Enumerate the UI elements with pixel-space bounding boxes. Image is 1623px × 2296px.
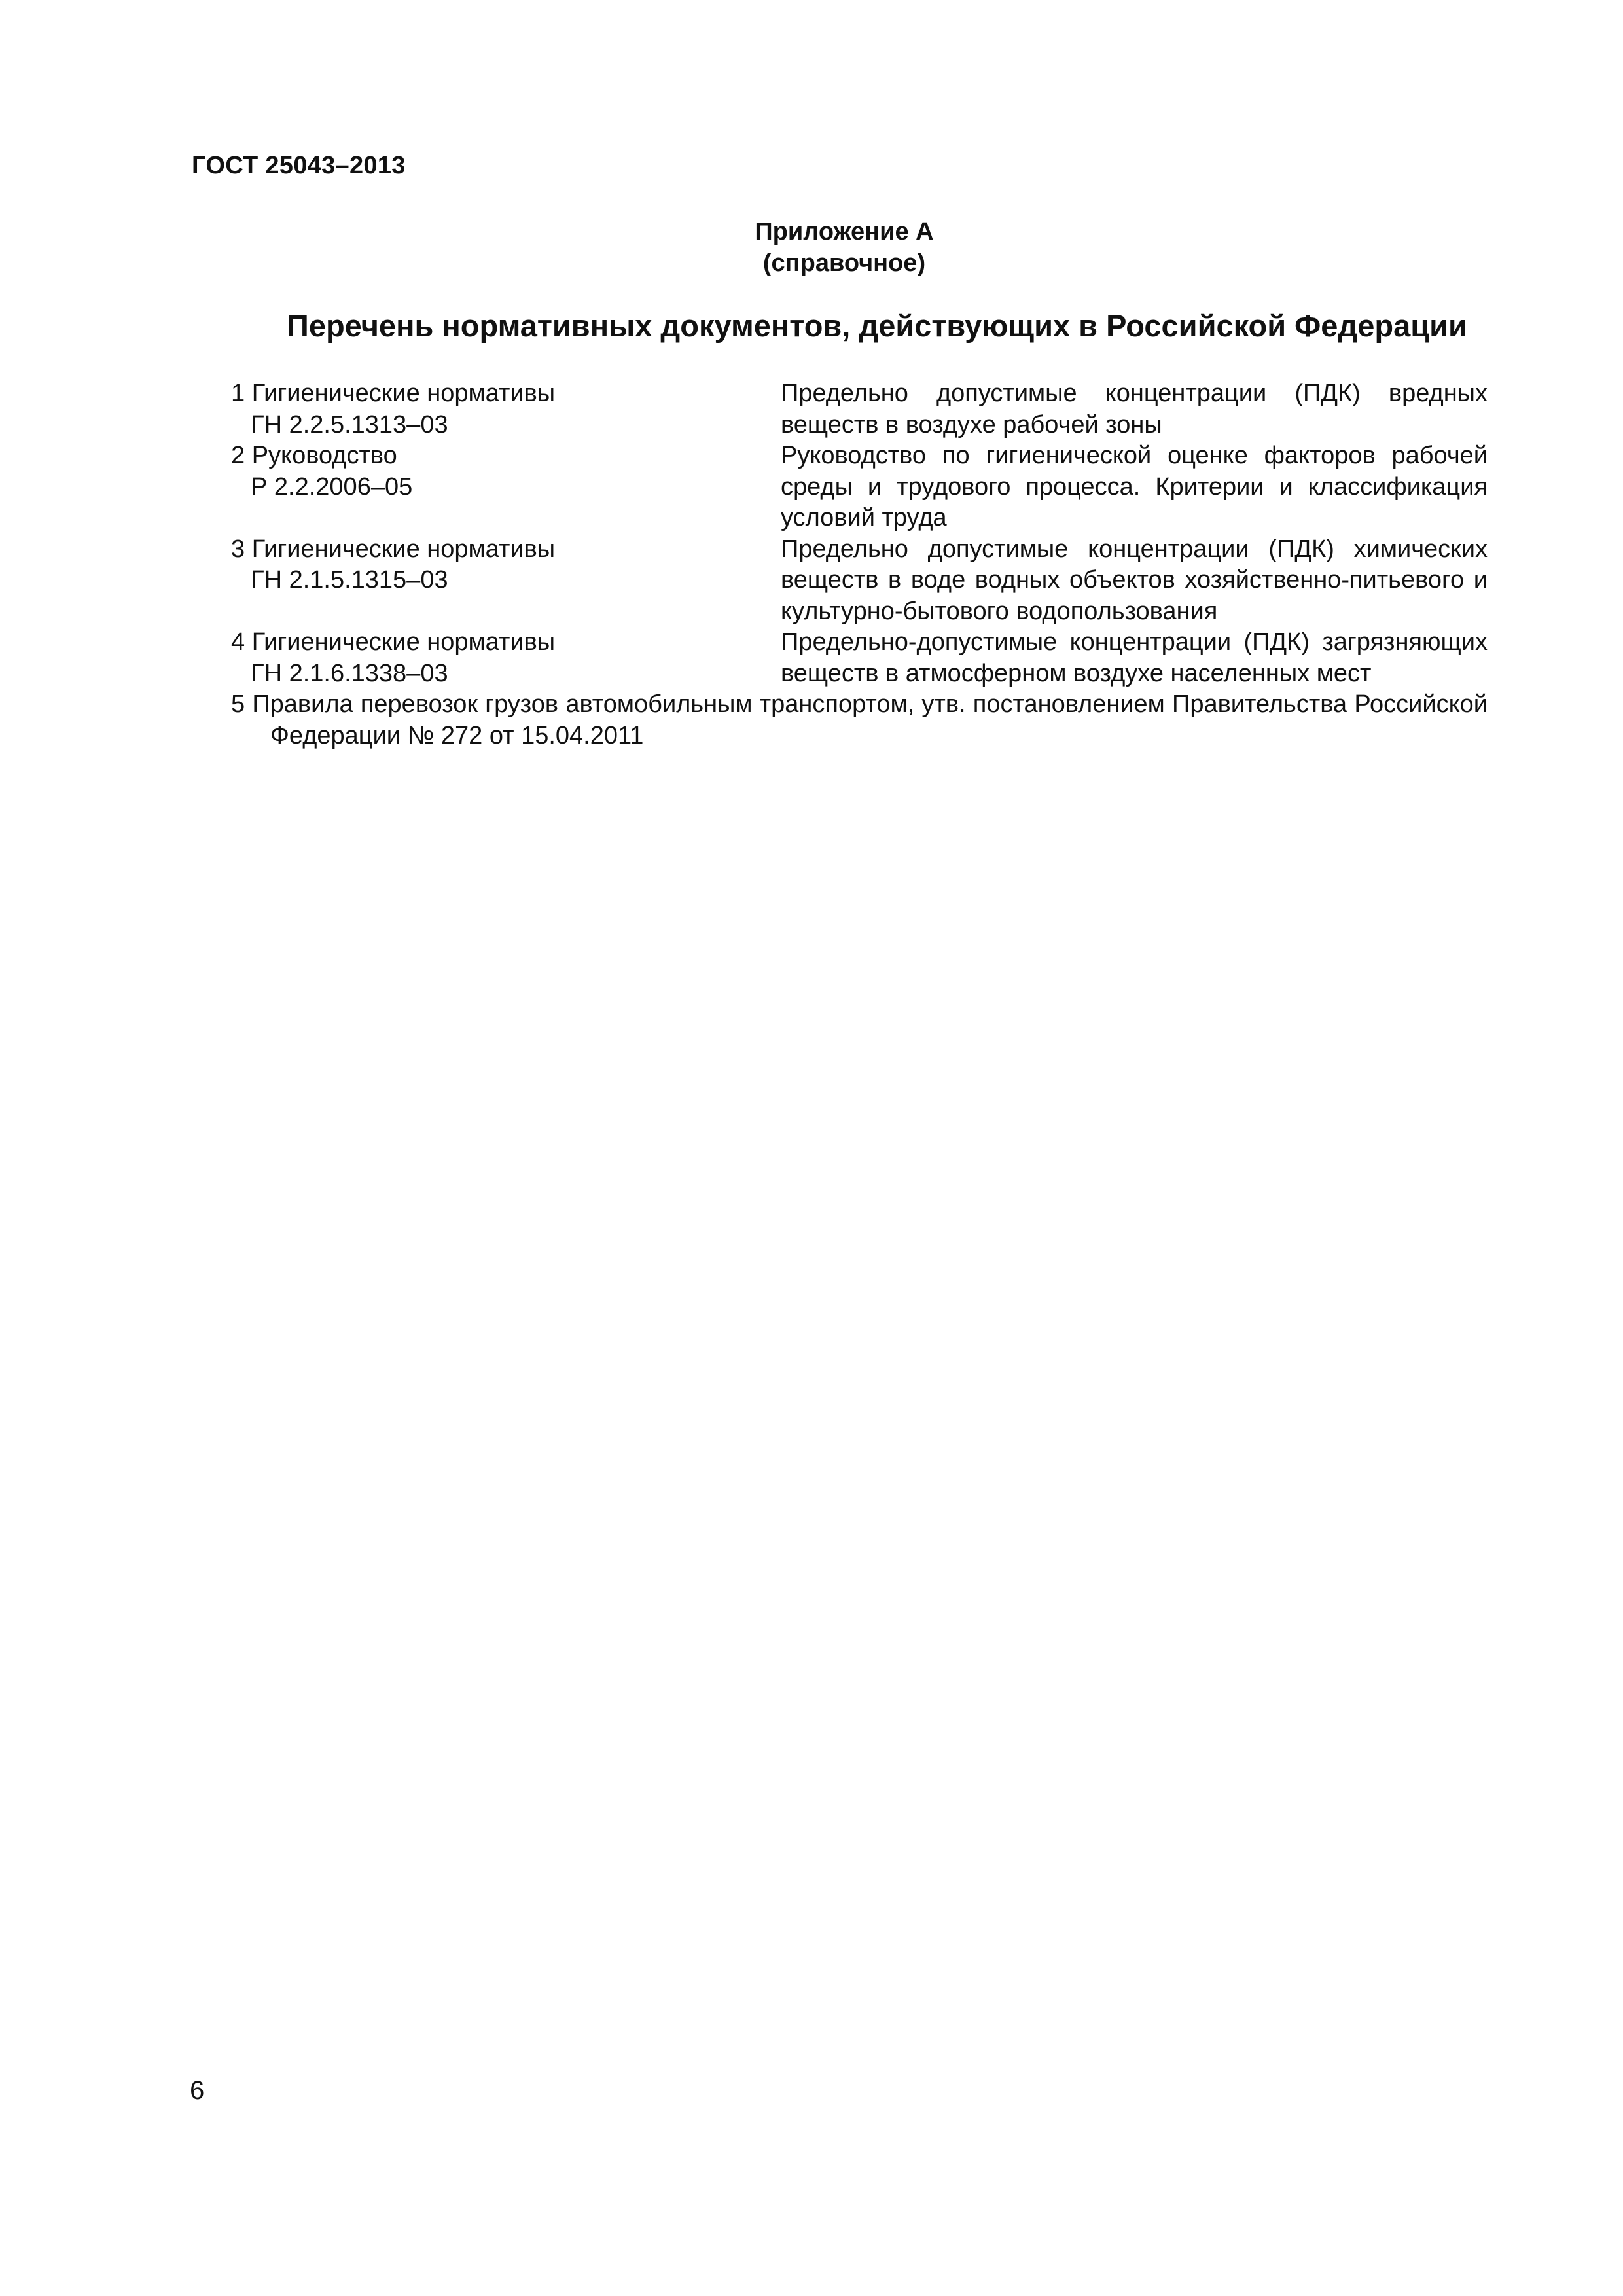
- document-type: 2 Руководство: [231, 442, 397, 469]
- normative-documents-list: [231, 378, 1488, 751]
- document-code: ГН 2.2.5.1313–03: [251, 410, 448, 439]
- document-description: Предельно допустимые концентрации (ПДК) вредных веществ в воздухе рабочей зоны: [781, 380, 1488, 439]
- document-description: Предельно допустимые концентрации (ПДК) химических веществ в воде водных объектов хозяйственно-питьевого и культурно-бытового водопользования: [781, 535, 1488, 625]
- appendix-kind: (справочное): [762, 249, 926, 277]
- document-code: Р 2.2.2006–05: [251, 473, 413, 501]
- document-type: 4 Гигиенические нормативы: [231, 628, 556, 656]
- list-item-transport-rules: 5 Правила перевозок грузов автомобильным транспортом, утв. постановлением Правительства Российской Федерации № 272 от 15.04.2011: [231, 691, 1488, 749]
- appendix-title: Приложение А: [755, 218, 934, 245]
- appendix-heading: [654, 216, 1034, 279]
- list-item: [231, 534, 1488, 628]
- page-number: 6: [190, 2076, 205, 2105]
- document-type: 3 Гигиенические нормативы: [231, 535, 556, 563]
- document-code-header: ГОСТ 25043–2013: [192, 152, 406, 179]
- document-code: ГН 2.1.5.1315–03: [251, 566, 448, 594]
- document-designation: [231, 534, 781, 628]
- list-item: [231, 627, 1488, 689]
- section-title: Перечень нормативных документов, действующих в Российской Федерации: [287, 308, 1467, 343]
- document-designation: [231, 378, 781, 440]
- document-description: Предельно-допустимые концентрации (ПДК) загрязняющих веществ в атмосферном воздухе населенных мест: [781, 628, 1488, 687]
- document-code: ГН 2.1.6.1338–03: [251, 659, 448, 687]
- list-item: [231, 378, 1488, 440]
- list-item: [231, 440, 1488, 534]
- document-type: 1 Гигиенические нормативы: [231, 380, 556, 407]
- document-description: Руководство по гигиенической оценке факторов рабочей среды и трудового процесса. Критерии и классификация условий труда: [781, 442, 1488, 531]
- document-designation: [231, 440, 781, 534]
- document-designation: [231, 627, 781, 689]
